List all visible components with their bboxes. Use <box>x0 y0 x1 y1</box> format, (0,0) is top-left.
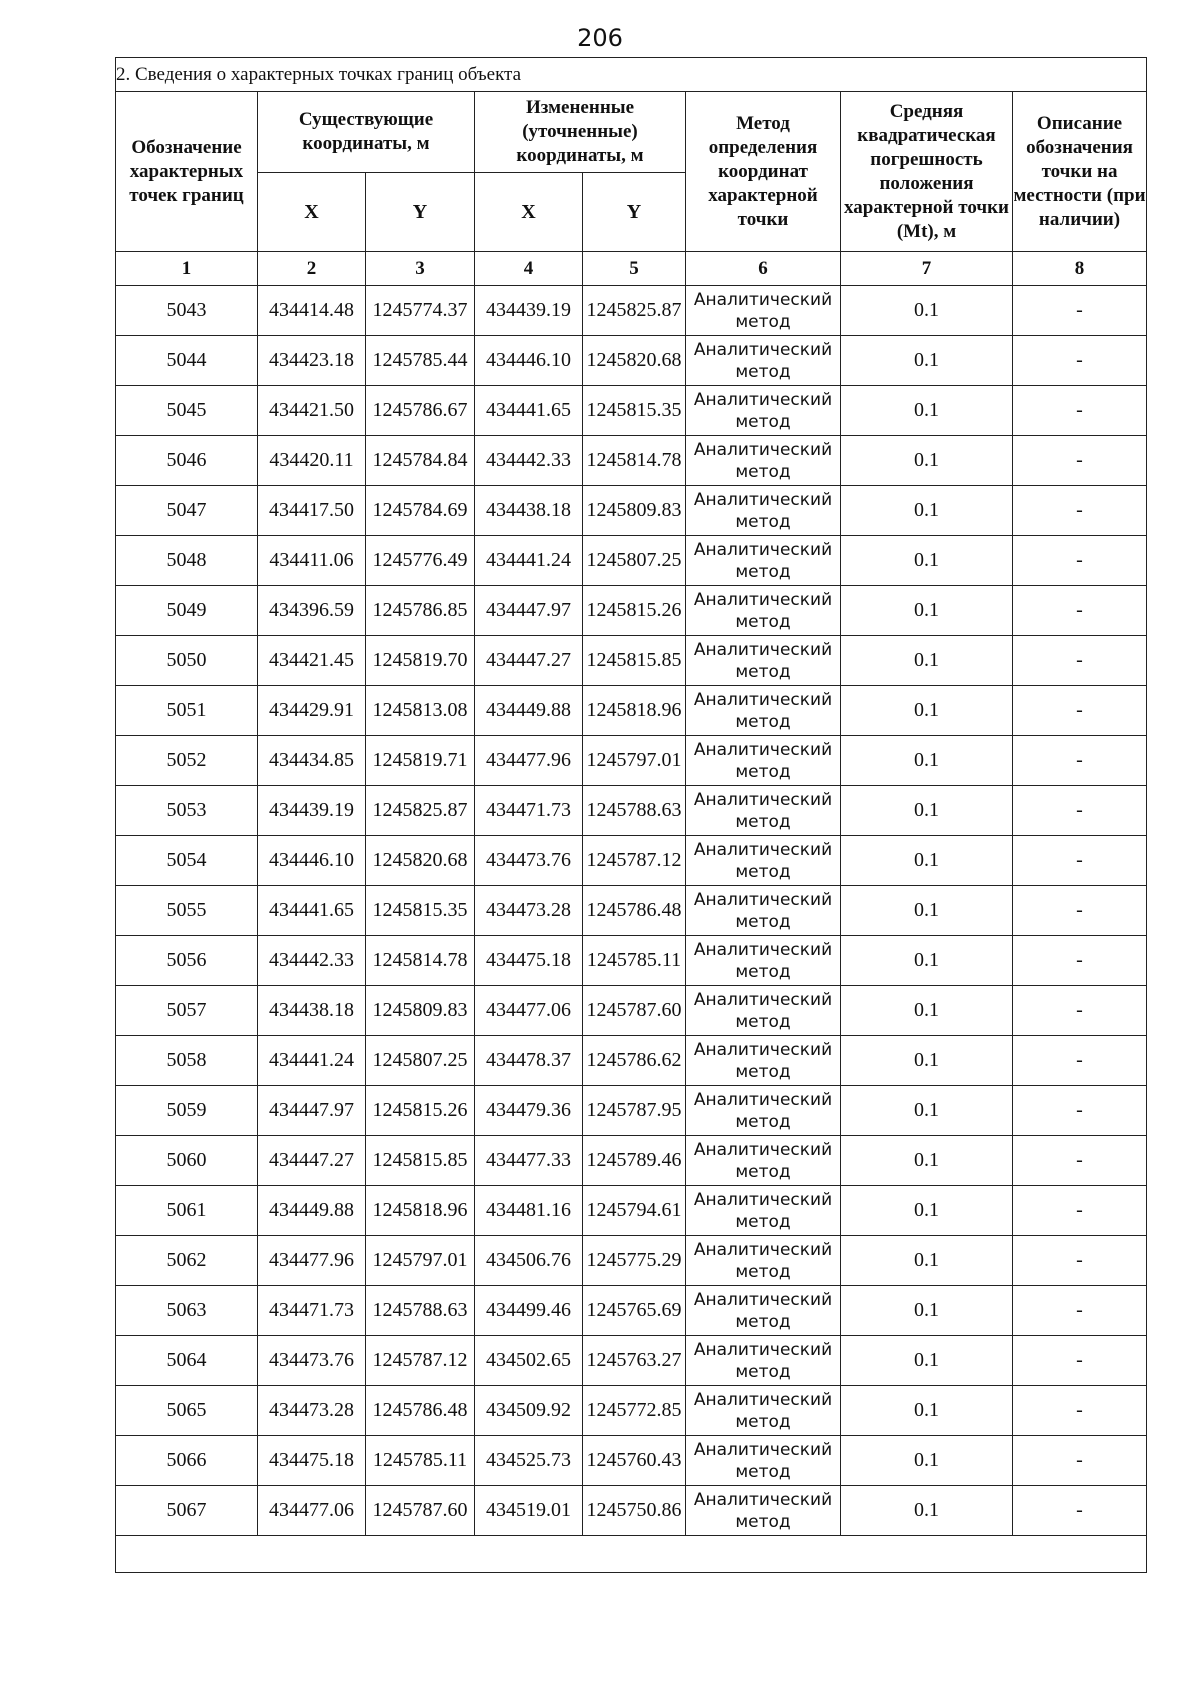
existing-x-cell: 434471.73 <box>258 1286 366 1336</box>
changed-y-cell: 1245815.26 <box>583 586 686 636</box>
method-text: Аналитический <box>693 739 833 760</box>
changed-x-cell: 434477.06 <box>475 986 583 1036</box>
point-number-cell: 5059 <box>116 1086 258 1136</box>
changed-x-cell: 434438.18 <box>475 486 583 536</box>
error-cell: 0.1 <box>841 836 1013 886</box>
column-number: 5 <box>583 252 686 286</box>
error-cell: 0.1 <box>841 1136 1013 1186</box>
existing-y-cell: 1245807.25 <box>366 1036 475 1086</box>
header-description: Описание обозначения точки на местности (при наличии) <box>1013 92 1147 252</box>
method-cell <box>686 1136 841 1186</box>
existing-y-cell: 1245809.83 <box>366 986 475 1036</box>
error-cell: 0.1 <box>841 1386 1013 1436</box>
existing-y-cell: 1245788.63 <box>366 1286 475 1336</box>
changed-x-cell: 434499.46 <box>475 1286 583 1336</box>
description-cell: - <box>1013 1236 1147 1286</box>
point-number-cell: 5044 <box>116 336 258 386</box>
point-number-cell: 5065 <box>116 1386 258 1436</box>
method-text: Аналитический <box>693 439 833 460</box>
method-text: Аналитический <box>693 289 833 310</box>
method-cell <box>686 536 841 586</box>
error-cell: 0.1 <box>841 336 1013 386</box>
method-text: метод <box>735 311 791 332</box>
table-row <box>116 586 1147 636</box>
header-x-changed: X <box>475 173 583 252</box>
method-cell <box>686 686 841 736</box>
existing-y-cell: 1245786.67 <box>366 386 475 436</box>
changed-x-cell: 434473.28 <box>475 886 583 936</box>
changed-y-cell: 1245787.12 <box>583 836 686 886</box>
method-cell <box>686 836 841 886</box>
method-text: Аналитический <box>693 1139 833 1160</box>
method-cell <box>686 1286 841 1336</box>
changed-x-cell: 434441.65 <box>475 386 583 436</box>
method-text: метод <box>735 761 791 782</box>
description-cell: - <box>1013 1486 1147 1536</box>
changed-x-cell: 434478.37 <box>475 1036 583 1086</box>
existing-y-cell: 1245813.08 <box>366 686 475 736</box>
error-cell: 0.1 <box>841 736 1013 786</box>
description-cell: - <box>1013 436 1147 486</box>
header-designation: Обозначение характерных точек границ <box>116 92 258 252</box>
method-text: метод <box>735 611 791 632</box>
method-text: Аналитический <box>693 589 833 610</box>
point-number-cell: 5043 <box>116 286 258 336</box>
existing-y-cell: 1245814.78 <box>366 936 475 986</box>
error-cell: 0.1 <box>841 436 1013 486</box>
empty-row <box>116 1536 1147 1573</box>
existing-y-cell: 1245825.87 <box>366 786 475 836</box>
point-number-cell: 5067 <box>116 1486 258 1536</box>
error-cell: 0.1 <box>841 636 1013 686</box>
method-text: Аналитический <box>693 1189 833 1210</box>
table-row <box>116 1436 1147 1486</box>
method-text: Аналитический <box>693 839 833 860</box>
table-row <box>116 786 1147 836</box>
method-text: метод <box>735 1211 791 1232</box>
method-text: метод <box>735 411 791 432</box>
changed-y-cell: 1245797.01 <box>583 736 686 786</box>
method-text: метод <box>735 1161 791 1182</box>
method-text: Аналитический <box>693 339 833 360</box>
changed-y-cell: 1245814.78 <box>583 436 686 486</box>
point-number-cell: 5046 <box>116 436 258 486</box>
point-number-cell: 5063 <box>116 1286 258 1336</box>
method-text: Аналитический <box>693 939 833 960</box>
changed-x-cell: 434471.73 <box>475 786 583 836</box>
existing-y-cell: 1245787.60 <box>366 1486 475 1536</box>
error-cell: 0.1 <box>841 936 1013 986</box>
description-cell: - <box>1013 1186 1147 1236</box>
description-cell: - <box>1013 986 1147 1036</box>
description-cell: - <box>1013 736 1147 786</box>
error-cell: 0.1 <box>841 1336 1013 1386</box>
changed-y-cell: 1245786.62 <box>583 1036 686 1086</box>
error-cell: 0.1 <box>841 1436 1013 1486</box>
existing-x-cell: 434473.28 <box>258 1386 366 1436</box>
changed-x-cell: 434477.33 <box>475 1136 583 1186</box>
description-cell: - <box>1013 1136 1147 1186</box>
method-cell <box>686 336 841 386</box>
method-cell <box>686 736 841 786</box>
column-number: 4 <box>475 252 583 286</box>
point-number-cell: 5052 <box>116 736 258 786</box>
existing-y-cell: 1245787.12 <box>366 1336 475 1386</box>
method-text: метод <box>735 711 791 732</box>
method-text: метод <box>735 1011 791 1032</box>
table-row <box>116 536 1147 586</box>
header-y-existing: Y <box>366 173 475 252</box>
column-number: 2 <box>258 252 366 286</box>
changed-y-cell: 1245815.35 <box>583 386 686 436</box>
error-cell: 0.1 <box>841 1086 1013 1136</box>
point-number-cell: 5053 <box>116 786 258 836</box>
table-row <box>116 886 1147 936</box>
description-cell: - <box>1013 786 1147 836</box>
method-cell <box>686 586 841 636</box>
description-cell: - <box>1013 486 1147 536</box>
changed-x-cell: 434525.73 <box>475 1436 583 1486</box>
point-number-cell: 5062 <box>116 1236 258 1286</box>
table-row <box>116 986 1147 1036</box>
existing-y-cell: 1245786.85 <box>366 586 475 636</box>
existing-y-cell: 1245815.85 <box>366 1136 475 1186</box>
method-text: Аналитический <box>693 639 833 660</box>
table-row <box>116 1286 1147 1336</box>
description-cell: - <box>1013 1386 1147 1436</box>
header-existing-coordinates: Существующие координаты, м <box>258 92 475 173</box>
column-numbers-row <box>116 252 1147 286</box>
column-number: 6 <box>686 252 841 286</box>
description-cell: - <box>1013 836 1147 886</box>
changed-x-cell: 434449.88 <box>475 686 583 736</box>
error-cell: 0.1 <box>841 486 1013 536</box>
point-number-cell: 5047 <box>116 486 258 536</box>
empty-cell <box>116 1536 1147 1573</box>
existing-x-cell: 434396.59 <box>258 586 366 636</box>
description-cell: - <box>1013 1336 1147 1386</box>
point-number-cell: 5066 <box>116 1436 258 1486</box>
description-cell: - <box>1013 686 1147 736</box>
existing-y-cell: 1245785.44 <box>366 336 475 386</box>
existing-x-cell: 434477.06 <box>258 1486 366 1536</box>
method-text: Аналитический <box>693 1339 833 1360</box>
table-row <box>116 436 1147 486</box>
method-text: метод <box>735 911 791 932</box>
table-row <box>116 1136 1147 1186</box>
changed-x-cell: 434442.33 <box>475 436 583 486</box>
method-cell <box>686 486 841 536</box>
method-text: Аналитический <box>693 1289 833 1310</box>
changed-y-cell: 1245788.63 <box>583 786 686 836</box>
column-number: 3 <box>366 252 475 286</box>
point-number-cell: 5064 <box>116 1336 258 1386</box>
table-row <box>116 336 1147 386</box>
existing-x-cell: 434421.50 <box>258 386 366 436</box>
method-text: метод <box>735 861 791 882</box>
existing-y-cell: 1245815.26 <box>366 1086 475 1136</box>
point-number-cell: 5056 <box>116 936 258 986</box>
error-cell: 0.1 <box>841 1036 1013 1086</box>
changed-x-cell: 434447.27 <box>475 636 583 686</box>
method-cell <box>686 436 841 486</box>
table-row <box>116 836 1147 886</box>
error-cell: 0.1 <box>841 686 1013 736</box>
changed-x-cell: 434439.19 <box>475 286 583 336</box>
existing-x-cell: 434442.33 <box>258 936 366 986</box>
column-number: 7 <box>841 252 1013 286</box>
changed-x-cell: 434473.76 <box>475 836 583 886</box>
existing-x-cell: 434446.10 <box>258 836 366 886</box>
table-row <box>116 286 1147 336</box>
description-cell: - <box>1013 1036 1147 1086</box>
existing-x-cell: 434417.50 <box>258 486 366 536</box>
point-number-cell: 5049 <box>116 586 258 636</box>
method-text: метод <box>735 1311 791 1332</box>
description-cell: - <box>1013 586 1147 636</box>
method-text: Аналитический <box>693 789 833 810</box>
description-cell: - <box>1013 936 1147 986</box>
table-row <box>116 1486 1147 1536</box>
changed-y-cell: 1245820.68 <box>583 336 686 386</box>
existing-y-cell: 1245776.49 <box>366 536 475 586</box>
changed-x-cell: 434479.36 <box>475 1086 583 1136</box>
table-row <box>116 1186 1147 1236</box>
error-cell: 0.1 <box>841 1286 1013 1336</box>
table-row <box>116 736 1147 786</box>
method-text: Аналитический <box>693 689 833 710</box>
method-text: метод <box>735 1361 791 1382</box>
method-text: Аналитический <box>693 989 833 1010</box>
description-cell: - <box>1013 636 1147 686</box>
existing-y-cell: 1245784.69 <box>366 486 475 536</box>
header-x-existing: X <box>258 173 366 252</box>
method-cell <box>686 1236 841 1286</box>
method-text: метод <box>735 1061 791 1082</box>
existing-x-cell: 434414.48 <box>258 286 366 336</box>
existing-y-cell: 1245785.11 <box>366 1436 475 1486</box>
point-number-cell: 5055 <box>116 886 258 936</box>
existing-y-cell: 1245774.37 <box>366 286 475 336</box>
method-cell <box>686 1086 841 1136</box>
method-text: метод <box>735 1411 791 1432</box>
changed-y-cell: 1245785.11 <box>583 936 686 986</box>
existing-x-cell: 434447.27 <box>258 1136 366 1186</box>
description-cell: - <box>1013 286 1147 336</box>
method-text: метод <box>735 561 791 582</box>
method-text: метод <box>735 461 791 482</box>
changed-y-cell: 1245763.27 <box>583 1336 686 1386</box>
method-text: метод <box>735 1461 791 1482</box>
table-row <box>116 1236 1147 1286</box>
column-number: 8 <box>1013 252 1147 286</box>
changed-y-cell: 1245750.86 <box>583 1486 686 1536</box>
existing-y-cell: 1245797.01 <box>366 1236 475 1286</box>
existing-x-cell: 434441.24 <box>258 1036 366 1086</box>
changed-x-cell: 434477.96 <box>475 736 583 786</box>
description-cell: - <box>1013 886 1147 936</box>
changed-x-cell: 434446.10 <box>475 336 583 386</box>
changed-y-cell: 1245807.25 <box>583 536 686 586</box>
table-row <box>116 936 1147 986</box>
page-number: 206 <box>577 24 623 52</box>
method-cell <box>686 886 841 936</box>
existing-x-cell: 434439.19 <box>258 786 366 836</box>
table-row <box>116 1086 1147 1136</box>
method-cell <box>686 636 841 686</box>
method-text: Аналитический <box>693 1239 833 1260</box>
error-cell: 0.1 <box>841 786 1013 836</box>
boundary-points-table <box>115 57 1147 1573</box>
changed-x-cell: 434481.16 <box>475 1186 583 1236</box>
existing-x-cell: 434423.18 <box>258 336 366 386</box>
point-number-cell: 5050 <box>116 636 258 686</box>
existing-y-cell: 1245784.84 <box>366 436 475 486</box>
method-cell <box>686 1036 841 1086</box>
description-cell: - <box>1013 386 1147 436</box>
existing-x-cell: 434449.88 <box>258 1186 366 1236</box>
column-number: 1 <box>116 252 258 286</box>
changed-y-cell: 1245760.43 <box>583 1436 686 1486</box>
error-cell: 0.1 <box>841 886 1013 936</box>
changed-y-cell: 1245786.48 <box>583 886 686 936</box>
header-y-changed: Y <box>583 173 686 252</box>
method-cell <box>686 786 841 836</box>
existing-x-cell: 434473.76 <box>258 1336 366 1386</box>
existing-x-cell: 434447.97 <box>258 1086 366 1136</box>
changed-x-cell: 434519.01 <box>475 1486 583 1536</box>
error-cell: 0.1 <box>841 536 1013 586</box>
table-row <box>116 686 1147 736</box>
method-text: метод <box>735 1261 791 1282</box>
existing-x-cell: 434421.45 <box>258 636 366 686</box>
method-cell <box>686 1186 841 1236</box>
method-text: Аналитический <box>693 1489 833 1510</box>
existing-y-cell: 1245818.96 <box>366 1186 475 1236</box>
table-row <box>116 1336 1147 1386</box>
method-text: Аналитический <box>693 889 833 910</box>
method-text: метод <box>735 961 791 982</box>
changed-y-cell: 1245787.95 <box>583 1086 686 1136</box>
description-cell: - <box>1013 1436 1147 1486</box>
method-text: Аналитический <box>693 1039 833 1060</box>
changed-y-cell: 1245794.61 <box>583 1186 686 1236</box>
error-cell: 0.1 <box>841 1236 1013 1286</box>
method-text: Аналитический <box>693 1389 833 1410</box>
existing-x-cell: 434411.06 <box>258 536 366 586</box>
point-number-cell: 5045 <box>116 386 258 436</box>
changed-x-cell: 434447.97 <box>475 586 583 636</box>
header-changed-coordinates: Измененные (уточненные) координаты, м <box>475 92 686 173</box>
method-text: Аналитический <box>693 1439 833 1460</box>
point-number-cell: 5061 <box>116 1186 258 1236</box>
method-text: метод <box>735 361 791 382</box>
changed-x-cell: 434475.18 <box>475 936 583 986</box>
changed-y-cell: 1245789.46 <box>583 1136 686 1186</box>
method-text: метод <box>735 811 791 832</box>
existing-y-cell: 1245820.68 <box>366 836 475 886</box>
error-cell: 0.1 <box>841 1186 1013 1236</box>
changed-y-cell: 1245809.83 <box>583 486 686 536</box>
error-cell: 0.1 <box>841 586 1013 636</box>
changed-y-cell: 1245772.85 <box>583 1386 686 1436</box>
description-cell: - <box>1013 1286 1147 1336</box>
table-row <box>116 1386 1147 1436</box>
table-row <box>116 486 1147 536</box>
changed-y-cell: 1245818.96 <box>583 686 686 736</box>
method-cell <box>686 1336 841 1386</box>
error-cell: 0.1 <box>841 1486 1013 1536</box>
section-title: 2. Сведения о характерных точках границ объекта <box>116 58 1147 92</box>
existing-x-cell: 434420.11 <box>258 436 366 486</box>
method-text: метод <box>735 661 791 682</box>
method-cell <box>686 986 841 1036</box>
point-number-cell: 5060 <box>116 1136 258 1186</box>
error-cell: 0.1 <box>841 386 1013 436</box>
point-number-cell: 5058 <box>116 1036 258 1086</box>
method-text: метод <box>735 511 791 532</box>
table-row <box>116 386 1147 436</box>
changed-y-cell: 1245775.29 <box>583 1236 686 1286</box>
existing-x-cell: 434477.96 <box>258 1236 366 1286</box>
point-number-cell: 5057 <box>116 986 258 1036</box>
changed-x-cell: 434502.65 <box>475 1336 583 1386</box>
point-number-cell: 5048 <box>116 536 258 586</box>
point-number-cell: 5054 <box>116 836 258 886</box>
existing-x-cell: 434434.85 <box>258 736 366 786</box>
header-error: Средняя квадратическая погрешность положения характерной точки (Mt), м <box>841 92 1013 252</box>
method-cell <box>686 1386 841 1436</box>
method-cell <box>686 1486 841 1536</box>
changed-x-cell: 434509.92 <box>475 1386 583 1436</box>
changed-x-cell: 434506.76 <box>475 1236 583 1286</box>
existing-y-cell: 1245786.48 <box>366 1386 475 1436</box>
existing-x-cell: 434441.65 <box>258 886 366 936</box>
changed-y-cell: 1245787.60 <box>583 986 686 1036</box>
changed-y-cell: 1245815.85 <box>583 636 686 686</box>
changed-y-cell: 1245825.87 <box>583 286 686 336</box>
method-cell <box>686 1436 841 1486</box>
existing-x-cell: 434475.18 <box>258 1436 366 1486</box>
existing-y-cell: 1245819.70 <box>366 636 475 686</box>
description-cell: - <box>1013 536 1147 586</box>
method-cell <box>686 386 841 436</box>
description-cell: - <box>1013 336 1147 386</box>
method-text: Аналитический <box>693 1089 833 1110</box>
method-text: Аналитический <box>693 389 833 410</box>
method-text: метод <box>735 1511 791 1532</box>
header-method: Метод определения координат характерной точки <box>686 92 841 252</box>
method-text: метод <box>735 1111 791 1132</box>
changed-y-cell: 1245765.69 <box>583 1286 686 1336</box>
table-row <box>116 636 1147 686</box>
existing-y-cell: 1245815.35 <box>366 886 475 936</box>
error-cell: 0.1 <box>841 986 1013 1036</box>
method-cell <box>686 286 841 336</box>
method-text: Аналитический <box>693 539 833 560</box>
error-cell: 0.1 <box>841 286 1013 336</box>
description-cell: - <box>1013 1086 1147 1136</box>
changed-x-cell: 434441.24 <box>475 536 583 586</box>
existing-x-cell: 434429.91 <box>258 686 366 736</box>
method-text: Аналитический <box>693 489 833 510</box>
table-row <box>116 1036 1147 1086</box>
existing-x-cell: 434438.18 <box>258 986 366 1036</box>
point-number-cell: 5051 <box>116 686 258 736</box>
existing-y-cell: 1245819.71 <box>366 736 475 786</box>
method-cell <box>686 936 841 986</box>
